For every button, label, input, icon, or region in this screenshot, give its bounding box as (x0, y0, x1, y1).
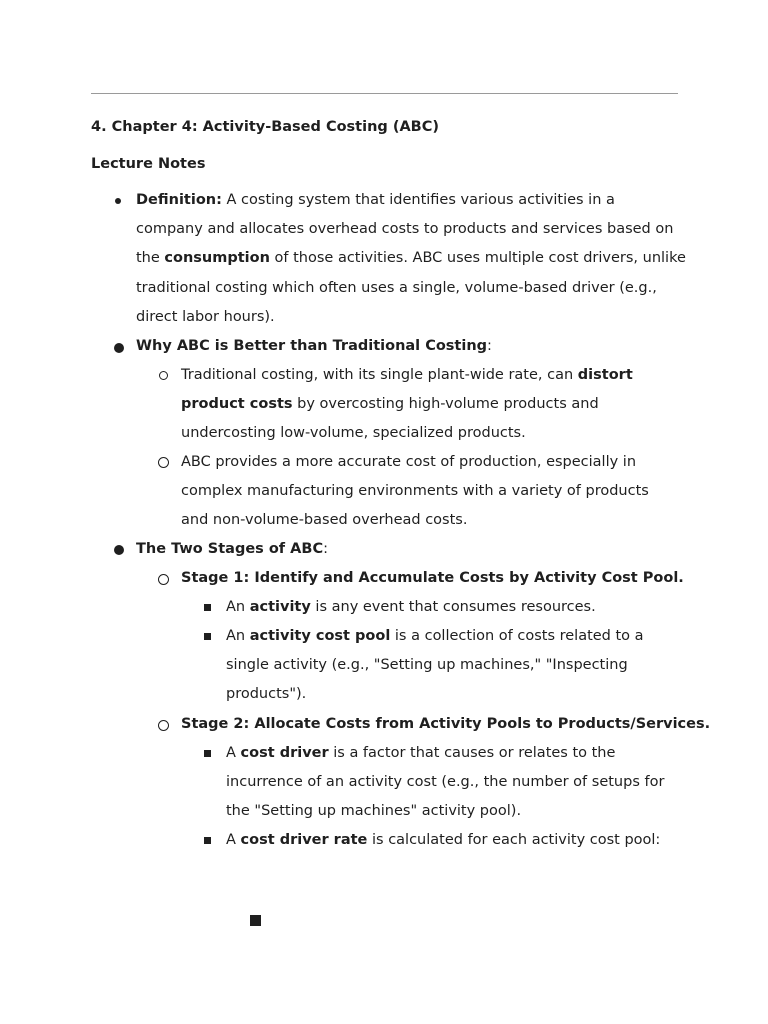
definition-label: Definition: (136, 192, 222, 208)
bullet-square-icon (204, 750, 211, 757)
bullet-square-icon (204, 633, 211, 640)
definition-bullet: Definition: A costing system that identifies various activities in a company and allocates overhead costs to products and services based on the consumption of those activities. ABC uses multiple cost drivers, unlike traditional costing which often uses a single, volume-based driver (e.g., direct labor hours). (136, 192, 686, 325)
stage-2-item-1: A cost driver is a factor that causes or relates to the incurrence of an activity cost (e.g., the number of setups for the "Setting up machines" activity pool). (226, 745, 665, 820)
stage-1-heading: Stage 1: Identify and Accumulate Costs by Activity Cost Pool. (181, 570, 684, 586)
why-abc-heading: Why ABC is Better than Traditional Costing (136, 338, 488, 354)
bullet-dot-icon (114, 343, 124, 353)
stage-1 (181, 564, 684, 593)
bullet-square-icon (250, 915, 261, 926)
stage-2-item-2: A cost driver rate is calculated for each activity cost pool: (226, 832, 661, 848)
stage-2 (181, 710, 710, 739)
bullet-dot-icon (114, 545, 124, 555)
bullet-square-icon (204, 604, 211, 611)
bullet-circle-icon (158, 720, 169, 731)
bullet-circle-icon (158, 457, 169, 468)
why-abc-bullet: Why ABC is Better than Traditional Costing: (136, 338, 492, 354)
why-abc-point-1: Traditional costing, with its single plant-wide rate, can distort product costs by overcosting high-volume products and undercosting low-volume, specialized products. (181, 367, 633, 442)
why-abc-point-2: ABC provides a more accurate cost of production, especially in complex manufacturing environments with a variety of products and non-volume-based overhead costs. (181, 454, 649, 529)
bullet-dot-icon (115, 198, 121, 204)
section-heading: Lecture Notes (91, 156, 206, 172)
bullet-circle-icon (159, 371, 168, 380)
bullet-circle-icon (158, 574, 169, 585)
chapter-title: 4. Chapter 4: Activity-Based Costing (ABC) (91, 119, 439, 135)
stage-1-item-1: An activity is any event that consumes resources. (226, 599, 596, 615)
two-stages-heading: The Two Stages of ABC (136, 541, 324, 557)
horizontal-divider (91, 93, 678, 94)
stage-2-heading: Stage 2: Allocate Costs from Activity Pools to Products/Services. (181, 716, 711, 732)
two-stages-bullet: The Two Stages of ABC: (136, 541, 328, 557)
bullet-square-icon (204, 837, 211, 844)
stage-1-item-2: An activity cost pool is a collection of costs related to a single activity (e.g., "Setting up machines," "Inspecting products"). (226, 628, 644, 703)
